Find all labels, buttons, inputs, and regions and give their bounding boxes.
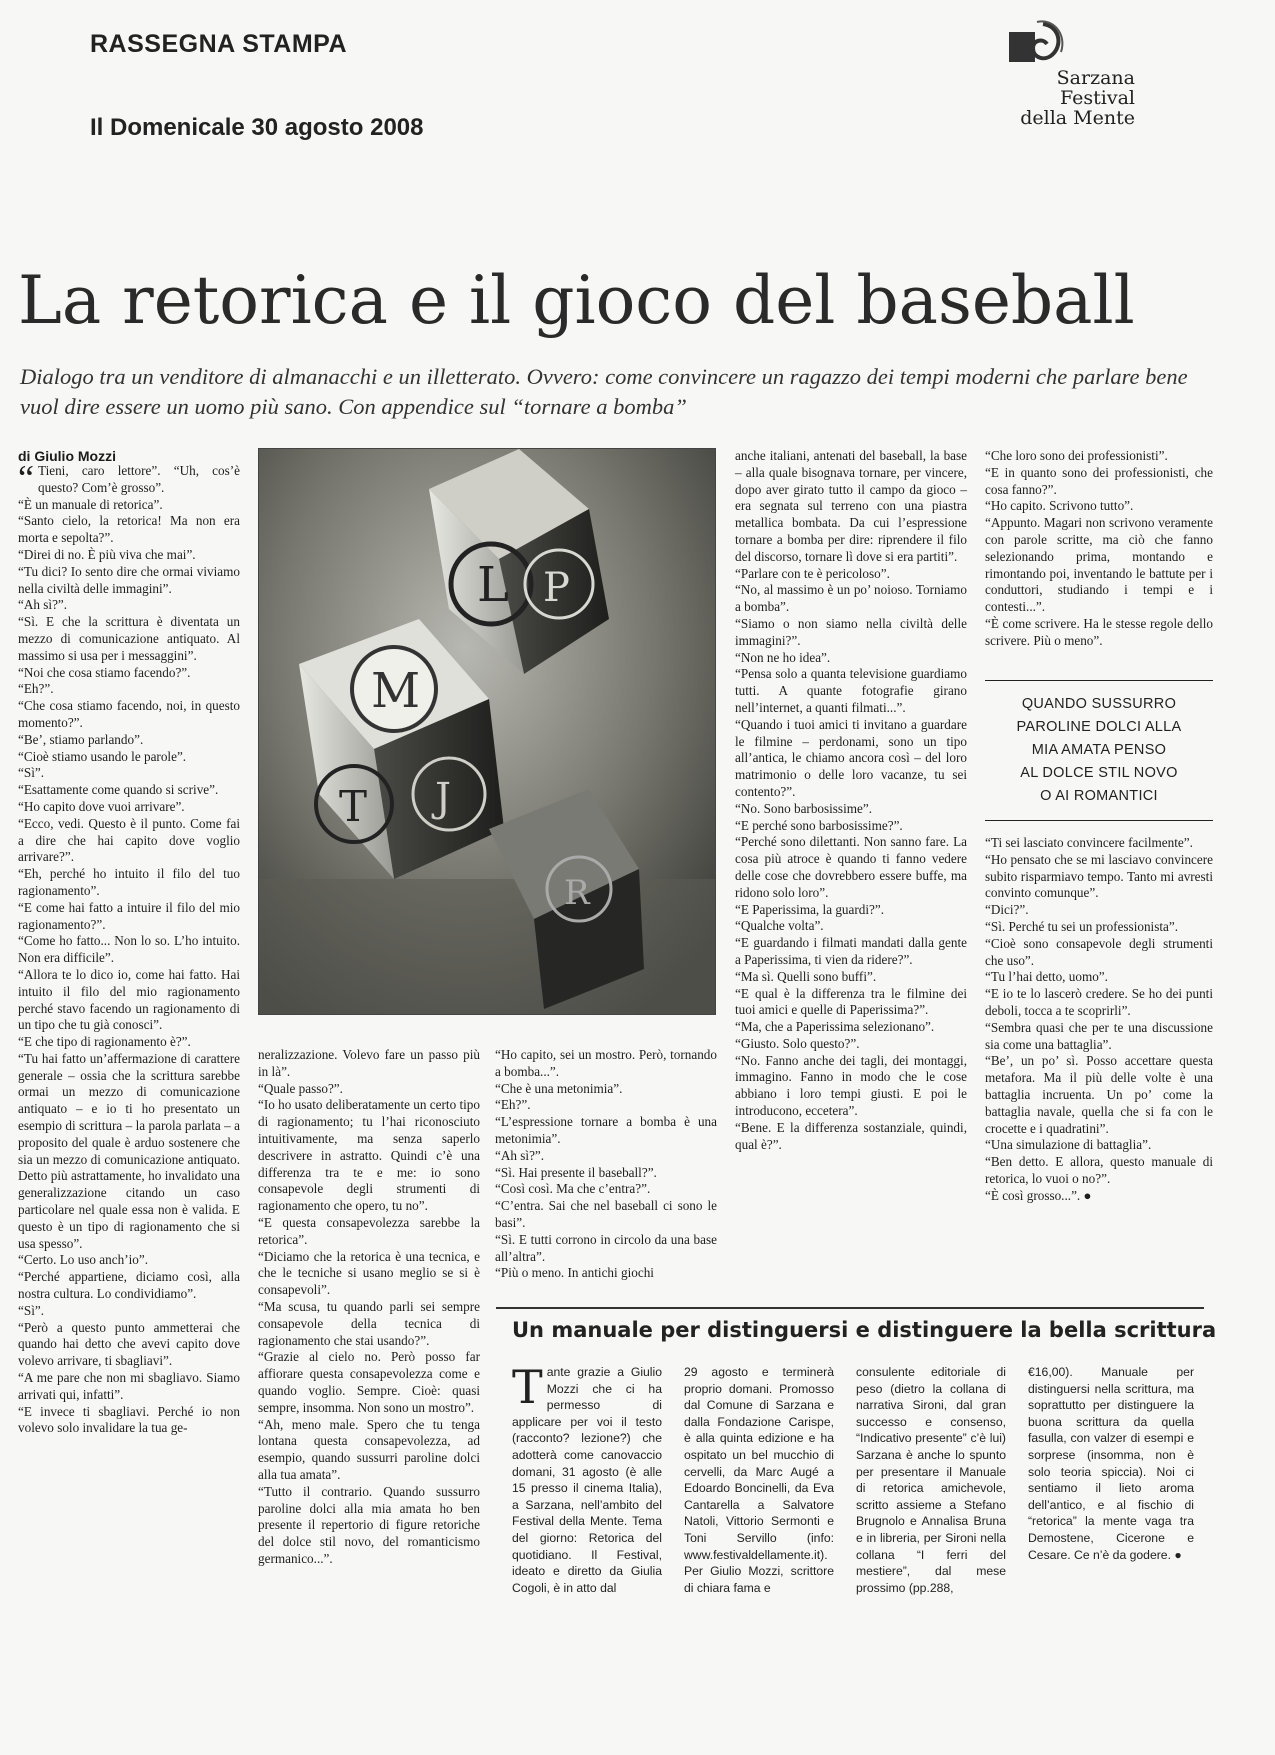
- paragraph: “Ecco, vedi. Questo è il punto. Come fai a dire che hai capito dove voglio arrivare?”.: [18, 815, 240, 865]
- paragraph: “Eh, perché ho intuito il filo del tuo ragionamento”.: [18, 866, 240, 898]
- pull-quote: [985, 680, 1213, 821]
- sidebar-text-1: ante grazie a Giulio Mozzi che ci ha permesso di applicare per voi il testo (racconto? lezione?) che adotterà come canovaccio domani, 31 agosto (è alle 15 presso il cinema Italia), a Sarzana, nell’ambito del Festival della Mente. Tema del giorno: Retorica del quotidiano. Il Festival, ideato e diretto da Giulia Cogoli, è in atto dal: [512, 1365, 662, 1595]
- sidebar-column-3: consulente editoriale di peso (dietro la collana di narrativa Sironi, dal gran successo e consenso, “Indicativo presente” c’è lui) Sarzana è anche lo spunto per presentare il Manuale di retorica amichevole, scritto assieme a Stefano Brugnolo e Annalisa Bruna e in libreria, per Sironi nella collana “I ferri del mestiere”, dal mese prossimo (pp.288,: [856, 1365, 1006, 1595]
- paragraph: “No, al massimo è un po’ noioso. Torniamo a bomba”.: [735, 582, 967, 615]
- article-column-2: [258, 1047, 480, 1568]
- paragraph: “A me pare che non mi sbagliavo. Siamo arrivati qui, infatti”.: [18, 1370, 240, 1402]
- paragraph: “Sì. E che la scrittura è diventata un mezzo di comunicazione antiquato. Al massimo si usa per i messaggini”.: [18, 614, 240, 663]
- svg-text:L: L: [477, 557, 509, 613]
- paragraph: “C’entra. Sai che nel baseball ci sono le basi”.: [495, 1198, 717, 1230]
- paragraph: “Ma, che a Paperissima selezionano”.: [735, 1019, 935, 1035]
- article-subtitle: Dialogo tra un venditore di almanacchi e un illetterato. Ovvero: come convincere un ragazzo dei tempi moderni che parlare bene vuol dire essere un uomo più sano. Con appendice sul “tornare a bomba”: [20, 364, 1188, 419]
- paragraph: “Eh?”.: [495, 1097, 531, 1113]
- paragraph: “Che è una metonimia”.: [495, 1080, 623, 1096]
- paragraph: “Sì. Perché tu sei un professionista”.: [985, 918, 1179, 934]
- paragraph: “Ti sei lasciato convincere facilmente”.: [985, 835, 1193, 850]
- paragraph: “Ho capito dove vuoi arrivare”.: [18, 798, 185, 814]
- paragraph: “L’espressione tornare a bomba è una metonimia”.: [495, 1114, 717, 1146]
- paragraph: “Ah sì?”.: [18, 597, 68, 613]
- paragraph: “Pensa solo a quanta televisione guardiamo tutti. A quante fotografie girano nell’internet, a quanti filmati...”.: [735, 666, 967, 715]
- byline: di Giulio Mozzi: [18, 448, 116, 464]
- paragraph: “È come scrivere. Ha le stesse regole dello scrivere. Più o meno”.: [985, 615, 1213, 648]
- paragraph: “Sì. E tutti corrono in circolo da una base all’altra”.: [495, 1231, 717, 1264]
- paragraph: “Appunto. Magari non scrivono veramente con parole scritte, ma ciò che fanno selezionando prima, montando e rimontando poi, inventando le battute per i conduttori, studiando i tempi e i contesti...”.: [985, 515, 1213, 615]
- pull-quote-line: QUANDO SUSSURRO: [1021, 696, 1177, 712]
- paragraph: “Tu hai fatto un’affermazione di carattere generale – ossia che la scrittura sarebbe ormai un mezzo di comunicazione antiquato – e io ti ho presentato un esempio di scrittura – la parola parlata – a proposito del quale è arduo sostenere che sia un mezzo di comunicazione antiquato. Detto più astrattamente, ho invalidato una generalizzazione citando un caso particolare nel quale essa non è valida. E questo è un tipo di ragionamento che si usa spesso”.: [18, 1050, 240, 1251]
- publication-date: Il Domenicale 30 agosto 2008: [90, 114, 424, 141]
- logo-line-sarzana: Sarzana: [1056, 67, 1135, 89]
- paragraph: “Che cosa stiamo facendo, noi, in questo momento?”.: [18, 698, 240, 730]
- pull-quote-line: O AI ROMANTICI: [1040, 788, 1158, 804]
- paragraph: “Ben detto. E allora, questo manuale di retorica, lo vuoi o no?”.: [985, 1154, 1213, 1186]
- pull-quote-line: MIA AMATA PENSO: [1031, 742, 1167, 758]
- paragraph: “Io ho usato deliberatamente un certo tipo di ragionamento; tu l’hai riconosciuto intuitivamente, ma senza saperlo descrivere in astratto. Quindi c’è una differenza tra te e me: io sono consapevole degli strumenti di ragionamento che opero, tu no”.: [258, 1097, 480, 1214]
- paragraph: “Siamo o non siamo nella civiltà delle immagini?”.: [735, 615, 967, 648]
- paragraph: “E come hai fatto a intuire il filo del mio ragionamento?”.: [18, 899, 240, 932]
- paragraph: “Come ho fatto... Non lo so. L’ho intuito. Non era difficile”.: [18, 933, 240, 966]
- paragraph: “Diciamo che la retorica è una tecnica, e che le tecniche si usano meglio se si è consapevoli”.: [258, 1248, 480, 1298]
- paragraph: “E perché sono barbosissime?”.: [735, 817, 903, 833]
- press-review-label: RASSEGNA STAMPA: [90, 30, 348, 58]
- paragraph: “E guardando i filmati mandati dalla gente a Paperissima, ti vien da ridere?”.: [735, 935, 967, 967]
- paragraph: “Ho capito. Scrivono tutto”.: [985, 498, 1134, 514]
- paragraph: “Quale passo?”.: [258, 1080, 343, 1096]
- pull-quote-line: AL DOLCE STIL NOVO: [1020, 765, 1178, 781]
- paragraph: “Ah, meno male. Spero che tu tenga lontana questa consapevolezza, ad esempio, quando sussurri paroline dolci alla tua amata”.: [258, 1416, 480, 1482]
- paragraph: “Ma sì. Quelli sono buffi”.: [735, 968, 877, 984]
- paragraph: “No. Sono barbosissime”.: [735, 800, 872, 816]
- article-column-3: [495, 1047, 717, 1282]
- paragraph: “Però a questo punto ammetterai che quando hai detto che avevi capito dove volevo arrivare, ti sbagliavi”.: [18, 1319, 240, 1369]
- svg-text:J: J: [435, 775, 452, 821]
- paragraph: “Più o meno. In antichi giochi: [495, 1265, 654, 1281]
- paragraph: “Noi che cosa stiamo facendo?”.: [18, 664, 191, 680]
- sidebar-column-4: €16,00). Manuale per distinguersi nella scrittura, ma soprattutto per distinguere la buona scrittura da quella fasulla, con valzer di esempi e sorprese (insomma, non è solo teoria spiccia). Noi ci sentiamo il lieto aroma dell’antico, e al fischio di “retorica” la mente vaga tra Demostene, Cicerone e Cesare. Ce n’è da godere. ●: [1028, 1365, 1194, 1562]
- paragraph: “Ho pensato che se mi lasciavo convincere subito risparmiavo tempo. Tanto mi avresti convinto comunque”.: [985, 851, 1213, 901]
- paragraph: “È un manuale di retorica”.: [18, 496, 163, 512]
- paragraph: “Be’, stiamo parlando”.: [18, 731, 144, 747]
- paragraph: “Parlare con te è pericoloso”.: [735, 565, 890, 581]
- paragraph: “Eh?”.: [18, 681, 54, 697]
- paragraph: “E che tipo di ragionamento è?”.: [18, 1034, 191, 1050]
- paragraph: “E Paperissima, la guardi?”.: [735, 901, 885, 917]
- letter-dice-image: [259, 449, 716, 1015]
- paragraph: “Ho capito, sei un mostro. Però, tornando a bomba...”.: [495, 1047, 717, 1079]
- logo-line-mente: della Mente: [1020, 107, 1135, 129]
- paragraph: “Tu l’hai detto, uomo”.: [985, 969, 1108, 985]
- paragraph: “Sì”.: [18, 1302, 45, 1318]
- dice-photo: [258, 448, 716, 1015]
- article-headline: La retorica e il gioco del baseball: [18, 262, 1135, 339]
- paragraph: “Sembra quasi che per te una discussione sia come una battaglia”.: [985, 1019, 1213, 1052]
- paragraph: “Perché appartiene, diciamo così, alla nostra cultura. Lo condividiamo”.: [18, 1269, 240, 1302]
- paragraph: “Direi di no. È più viva che mai”.: [18, 546, 196, 562]
- paragraph: “Cioè sono consapevole degli strumenti che uso”.: [985, 935, 1213, 968]
- paragraph: “Be’, un po’ sì. Posso accettare questa metafora. Ma il più delle volte è una battaglia incruenta. Un po’ come la battaglia navale, quella che si fa con le crocette e i quadratini”.: [985, 1053, 1213, 1136]
- opening-quote: “: [18, 458, 34, 498]
- paragraph: “Che loro sono dei professionisti”.: [985, 448, 1168, 463]
- paragraph: “E questa consapevolezza sarebbe la retorica”.: [258, 1214, 480, 1247]
- pull-quote-line: PAROLINE DOLCI ALLA: [1016, 719, 1182, 735]
- paragraph: Tieni, caro lettore”. “Uh, cos’è questo? Com’è grosso”.: [37, 463, 240, 495]
- paragraph: “Sì”.: [18, 765, 45, 781]
- paragraph: “Esattamente come quando si scrive”.: [18, 782, 219, 798]
- paragraph: “Ma scusa, tu quando parli sei sempre consapevole della tecnica di ragionamento che stai usando?”.: [258, 1298, 480, 1348]
- paragraph: “E qual è la differenza tra le filmine dei tuoi amici e quelle di Paperissima?”.: [735, 985, 967, 1018]
- svg-text:P: P: [543, 565, 570, 611]
- paragraph: “Dici?”.: [985, 902, 1029, 918]
- paragraph: “Una simulazione di battaglia”.: [985, 1137, 1152, 1153]
- sidebar-column-1: [512, 1360, 662, 1596]
- sidebar-dropcap: T: [512, 1360, 543, 1414]
- svg-text:R: R: [564, 873, 590, 913]
- paragraph: “È così grosso...”. ●: [985, 1187, 1092, 1203]
- svg-text:T: T: [339, 782, 368, 831]
- sidebar-title: Un manuale per distinguersi e distinguere la bella scrittura: [512, 1318, 1217, 1342]
- article-column-1: [18, 458, 240, 1437]
- logo-text: [995, 68, 1135, 128]
- paragraph: “E invece ti sbagliavi. Perché io non volevo solo invalidare la tua ge-: [18, 1403, 240, 1436]
- paragraph: “Perché sono dilettanti. Non sanno fare. La cosa più atroce è quando ti fanno vedere delle cose che dovrebbero essere buffe, ma ridono solo loro”.: [735, 834, 967, 900]
- paragraph: “Giusto. Solo questo?”.: [735, 1035, 860, 1051]
- paragraph: “Ah sì?”.: [495, 1147, 545, 1163]
- paragraph: “Allora te lo dico io, come hai fatto. Hai intuito il filo del mio ragionamento perché stavo facendo un ragionamento di un tipo che tu già conosci”.: [18, 966, 240, 1033]
- paragraph: “Tu dici? Io sento dire che ormai viviamo nella civiltà delle immagini”.: [18, 563, 240, 596]
- paragraph: “Bene. E la differenza sostanziale, quindi, qual è?”.: [735, 1119, 967, 1152]
- paragraph: “E io te lo lascerò credere. Se ho dei punti deboli, tocca a te scoprirli”.: [985, 986, 1213, 1018]
- paragraph: “Così così. Ma che c’entra?”.: [495, 1181, 651, 1197]
- paragraph: “Grazie al cielo no. Però posso far affiorare questa consapevolezza come e quando voglio. Sempre. Cioè: quasi sempre, insomma. Non sono un mostro”.: [258, 1349, 480, 1415]
- paragraph: “Quando i tuoi amici ti invitano a guardare le filmine – perdonami, sono un tipo all’antica, le chiamo ancora così – del loro matrimonio o delle loro vacanze, tu sei contento?”.: [735, 716, 967, 799]
- sidebar-divider: [496, 1307, 1204, 1309]
- paragraph: “Sì. Hai presente il baseball?”.: [495, 1164, 657, 1180]
- logo-line-festival: Festival: [1060, 87, 1135, 109]
- paragraph: “Tutto il contrario. Quando sussurro paroline dolci alla mia amata ho ben presente il repertorio di figure retoriche del dolce stil novo, del romanticismo germanico...”.: [258, 1483, 480, 1566]
- paragraph: “Non ne ho idea”.: [735, 649, 831, 665]
- svg-text:M: M: [371, 663, 421, 719]
- paragraph: “E in quanto sono dei professionisti, che cosa fanno?”.: [985, 464, 1213, 497]
- paragraph: anche italiani, antenati del baseball, la base – alla quale bisognava tornare, per vincere, dopo aver girato tutto il campo da gioco – era segnata sul terreno con una piastra metallica bombata. Da cui l’espressione tornare a bomba per dire: riprendere il filo del discorso, tornare lì dove si era partiti”.: [735, 448, 967, 564]
- festival-logo: [995, 18, 1155, 138]
- paragraph: neralizzazione. Volevo fare un passo più in là”.: [258, 1047, 480, 1079]
- paragraph: “Qualche volta”.: [735, 918, 824, 934]
- paragraph: “Certo. Lo uso anch’io”.: [18, 1252, 149, 1268]
- sidebar-column-2: 29 agosto e terminerà proprio domani. Promosso dal Comune di Sarzana e dalla Fondazione Carispe, è alla quinta edizione e ha ospitato un bel mucchio di cervelli, da Marc Augé a Edoardo Boncinelli, da Eva Cantarella a Salvatore Natoli, Vittorio Sermonti e Toni Servillo (info: www.festivaldellamente.it). Per Giulio Mozzi, scrittore di chiara fama e: [684, 1365, 834, 1595]
- article-column-4: [735, 448, 967, 1153]
- article-column-5-continued: [985, 835, 1213, 1205]
- paragraph: “Cioè stiamo usando le parole”.: [18, 748, 187, 764]
- paragraph: “Santo cielo, la retorica! Ma non era morta e sepolta?”.: [18, 513, 240, 546]
- article-column-5: [985, 448, 1213, 650]
- paragraph: “No. Fanno anche dei tagli, dei montaggi, immagino. Fanno in modo che le cose abbiano i loro tempi giusti. E poi le introducono, eccetera”.: [735, 1052, 967, 1119]
